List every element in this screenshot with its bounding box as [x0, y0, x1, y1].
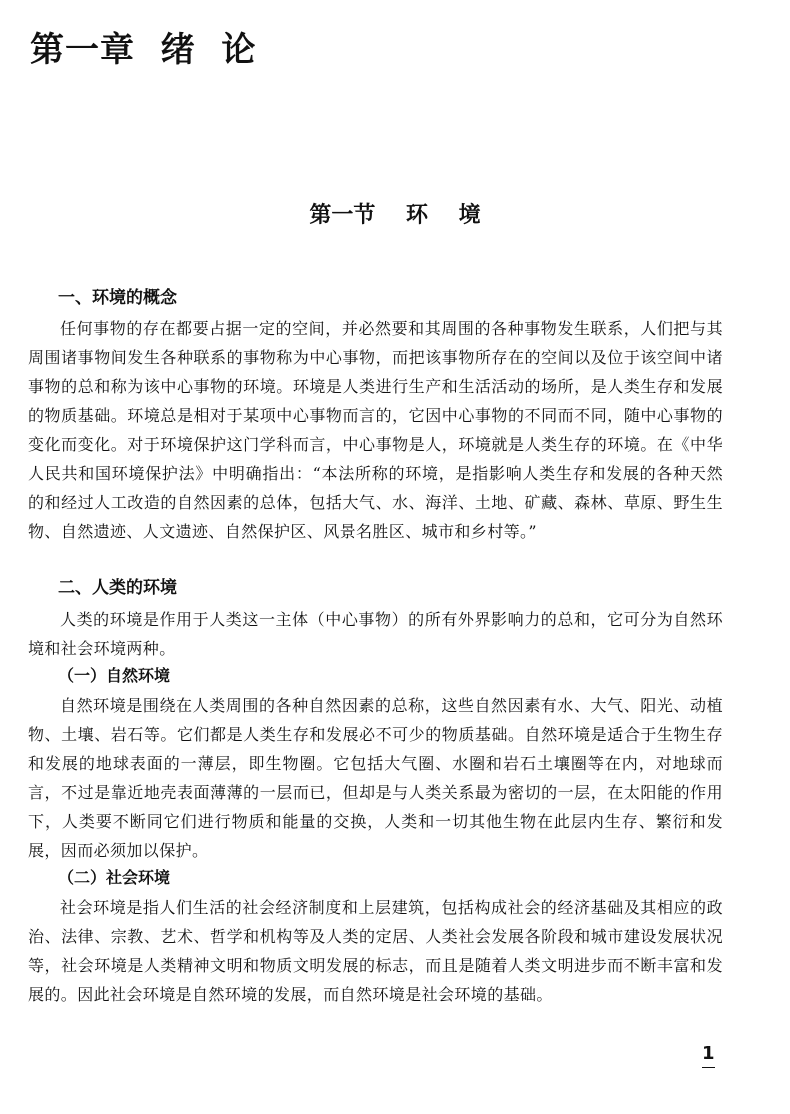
heading-human-environment: 二、人类的环境 [58, 578, 177, 598]
paragraph-natural-environment: 自然环境是围绕在人类周围的各种自然因素的总称，这些自然因素有水、大气、阳光、动植物、土壤、岩石等。它们都是人类生存和发展必不可少的物质基础。自然环境是适合于生物生存和发展的地球表面的一薄层，即生物圈。它包括大气圈、水圈和岩石土壤圈等在内，对地球而言，不过是靠近地壳表面薄薄的一层而已，但却是与人类关系最为密切的一层，在太阳能的作用下，人类要不断同它们进行物质和能量的交换，人类和一切其他生物在此层内生存、繁衍和发展，因而必须加以保护。 [28, 696, 723, 860]
subheading-social-environment: （二）社会环境 [58, 868, 171, 887]
paragraph-human-environment: 人类的环境是作用于人类这一主体（中心事物）的所有外界影响力的总和，它可分为自然环境和社会环境两种。 [28, 610, 723, 658]
heading-environment-concept: 一、环境的概念 [58, 288, 177, 308]
section-title: 第一节 环 境 [309, 203, 481, 228]
paragraph-social-environment: 社会环境是指人们生活的社会经济制度和上层建筑，包括构成社会的经济基础及其相应的政治、法律、宗教、艺术、哲学和机构等及人类的定居、人类社会发展各阶段和城市建设发展状况等，社会环境是人类精神文明和物质文明发展的标志，而且是随着人类文明进步而不断丰富和发展的。因此社会环境是自然环境的发展，而自然环境是社会环境的基础。 [28, 898, 723, 1004]
subheading-natural-environment: （一）自然环境 [58, 666, 171, 685]
paragraph-environment-concept: 任何事物的存在都要占据一定的空间，并必然要和其周围的各种事物发生联系，人们把与其周围诸事物间发生各种联系的事物称为中心事物，而把该事物所存在的空间以及位于该空间中诸事物的总和称为该中心事物的环境。环境是人类进行生产和生活活动的场所，是人类生存和发展的物质基础。环境总是相对于某项中心事物而言的，它因中心事物的不同而不同，随中心事物的变化而变化。对于环境保护这门学科而言，中心事物是人，环境就是人类生存的环境。在《中华人民共和国环境保护法》中明确指出：“本法所称的环境，是指影响人类生存和发展的各种天然的和经过人工改造的自然因素的总体，包括大气、水、海洋、土地、矿藏、森林、草原、野生生物、自然遗迹、人文遗迹、自然保护区、风景名胜区、城市和乡村等。” [28, 319, 723, 541]
chapter-title: 第一章 绪 论 [30, 30, 257, 70]
page-number: 1 [702, 1042, 715, 1068]
